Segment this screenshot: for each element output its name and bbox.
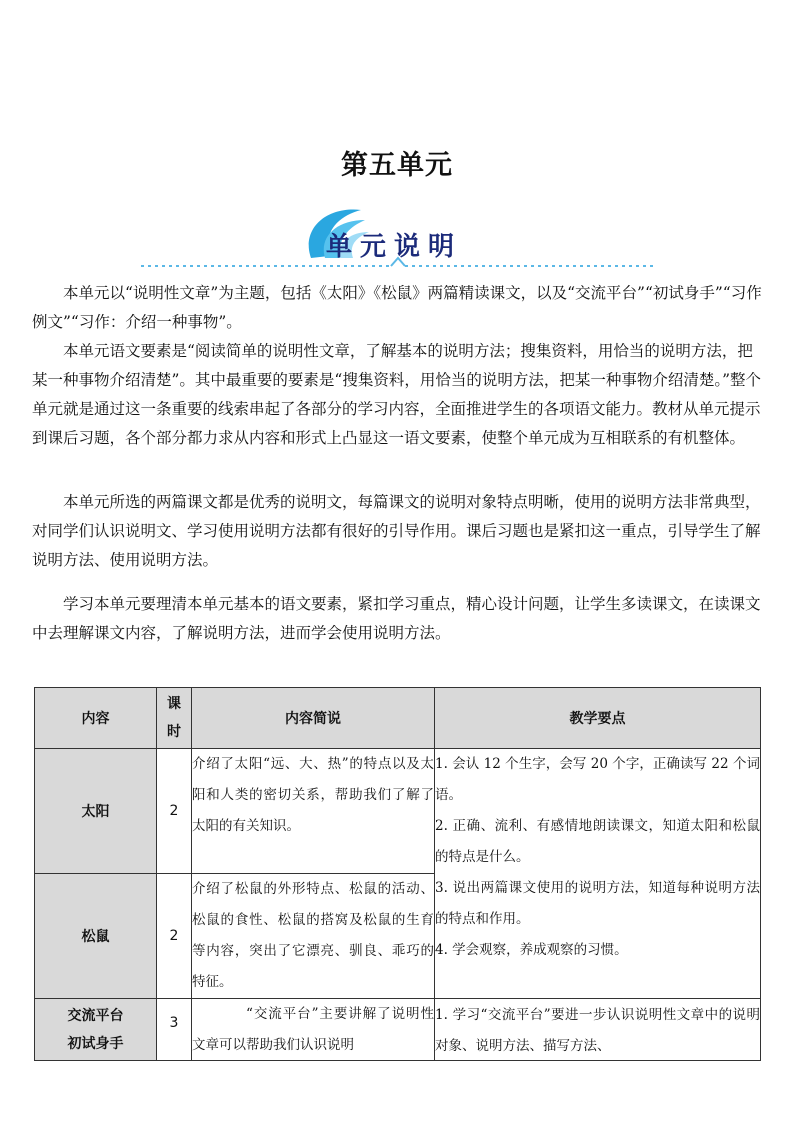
intro-paragraph-1: 本单元以“说明性文章”为主题，包括《太阳》《松鼠》两篇精读课文，以及“交流平台”“初试身手”“习作例文”“习作：介绍一种事物”。 [32,284,762,331]
header-hours-line2: 时 [167,724,181,740]
header-points: 教学要点 [435,688,761,749]
intro-paragraph-2: 本单元语文要素是“阅读简单的说明性文章，了解基本的说明方法；搜集资料，用恰当的说明方法，把某一种事物介绍清楚”。其中最重要的要素是“搜集资料，用恰当的说明方法，把某一种事物介绍清楚。”整个单元就是通过这一条重要的线索串起了各部分的学习内容，全面推进学生的各项语文能力。教材从单元提示到课后习题，各个部分都力求从内容和形式上凸显这一语文要素，使整个单元成为互相联系的有机整体。 [32,342,762,447]
row-points [435,999,761,1061]
header-summary: 内容简说 [192,688,435,749]
unit-banner [133,200,661,272]
row-hours: 2 [157,749,192,874]
lesson-plan-table [34,687,761,1061]
row-hours: 2 [157,874,192,999]
row-name [35,999,157,1061]
teaching-point: 2. 正确、流利、有感情地朗读课文，知道太阳和松鼠的特点是什么。 [435,818,760,865]
row-hours: 3 [157,999,192,1061]
header-hours [157,688,192,749]
row-summary [192,999,435,1061]
intro-paragraph-3: 本单元所选的两篇课文都是优秀的说明文，每篇课文的说明对象特点明晰，使用的说明方法非常典型，对同学们认识说明文、学习使用说明方法都有很好的引导作用。课后习题也是紧扣这一重点，引导学生了解说明方法、使用说明方法。 [32,493,761,569]
teaching-point: 1. 会认 12 个生字，会写 20 个字，正确读写 22 个词语。 [435,756,760,803]
row-name: 太阳 [35,749,157,874]
row-summary: 介绍了太阳“远、大、热”的特点以及太阳和人类的密切关系，帮助我们了解了太阳的有关知识。 [192,749,435,874]
table-row [35,999,761,1061]
shared-teaching-points [435,749,761,999]
intro-paragraph-4: 学习本单元要理清本单元基本的语文要素，紧扣学习重点，精心设计问题，让学生多读课文，在读课文中去理解课文内容，了解说明方法，进而学会使用说明方法。 [32,595,761,642]
row-name-line1: 交流平台 [67,1007,124,1024]
teaching-point: 3. 说出两篇课文使用的说明方法，知道每种说明方法的特点和作用。 [435,880,760,927]
banner-title: 单元说明 [326,232,463,262]
header-hours-line1: 课 [167,696,181,712]
row-summary-text: “交流平台”主要讲解了说明性文章可以帮助我们认识说明 [192,1006,434,1053]
row-name: 松鼠 [35,874,157,999]
row-summary: 介绍了松鼠的外形特点、松鼠的活动、松鼠的食性、松鼠的搭窝及松鼠的生育等内容，突出了它漂亮、驯良、乖巧的特征。 [192,874,435,999]
row-points-text: 1. 学习“交流平台”要进一步认识说明性文章中的说明对象、说明方法、描写方法、 [435,1007,760,1054]
teaching-point: 4. 学会观察，养成观察的习惯。 [435,942,628,958]
header-content: 内容 [35,688,157,749]
table-header-row [35,688,761,749]
table-row [35,749,761,874]
row-name-line2: 初试身手 [67,1035,124,1052]
page-title: 第五单元 [341,150,453,181]
